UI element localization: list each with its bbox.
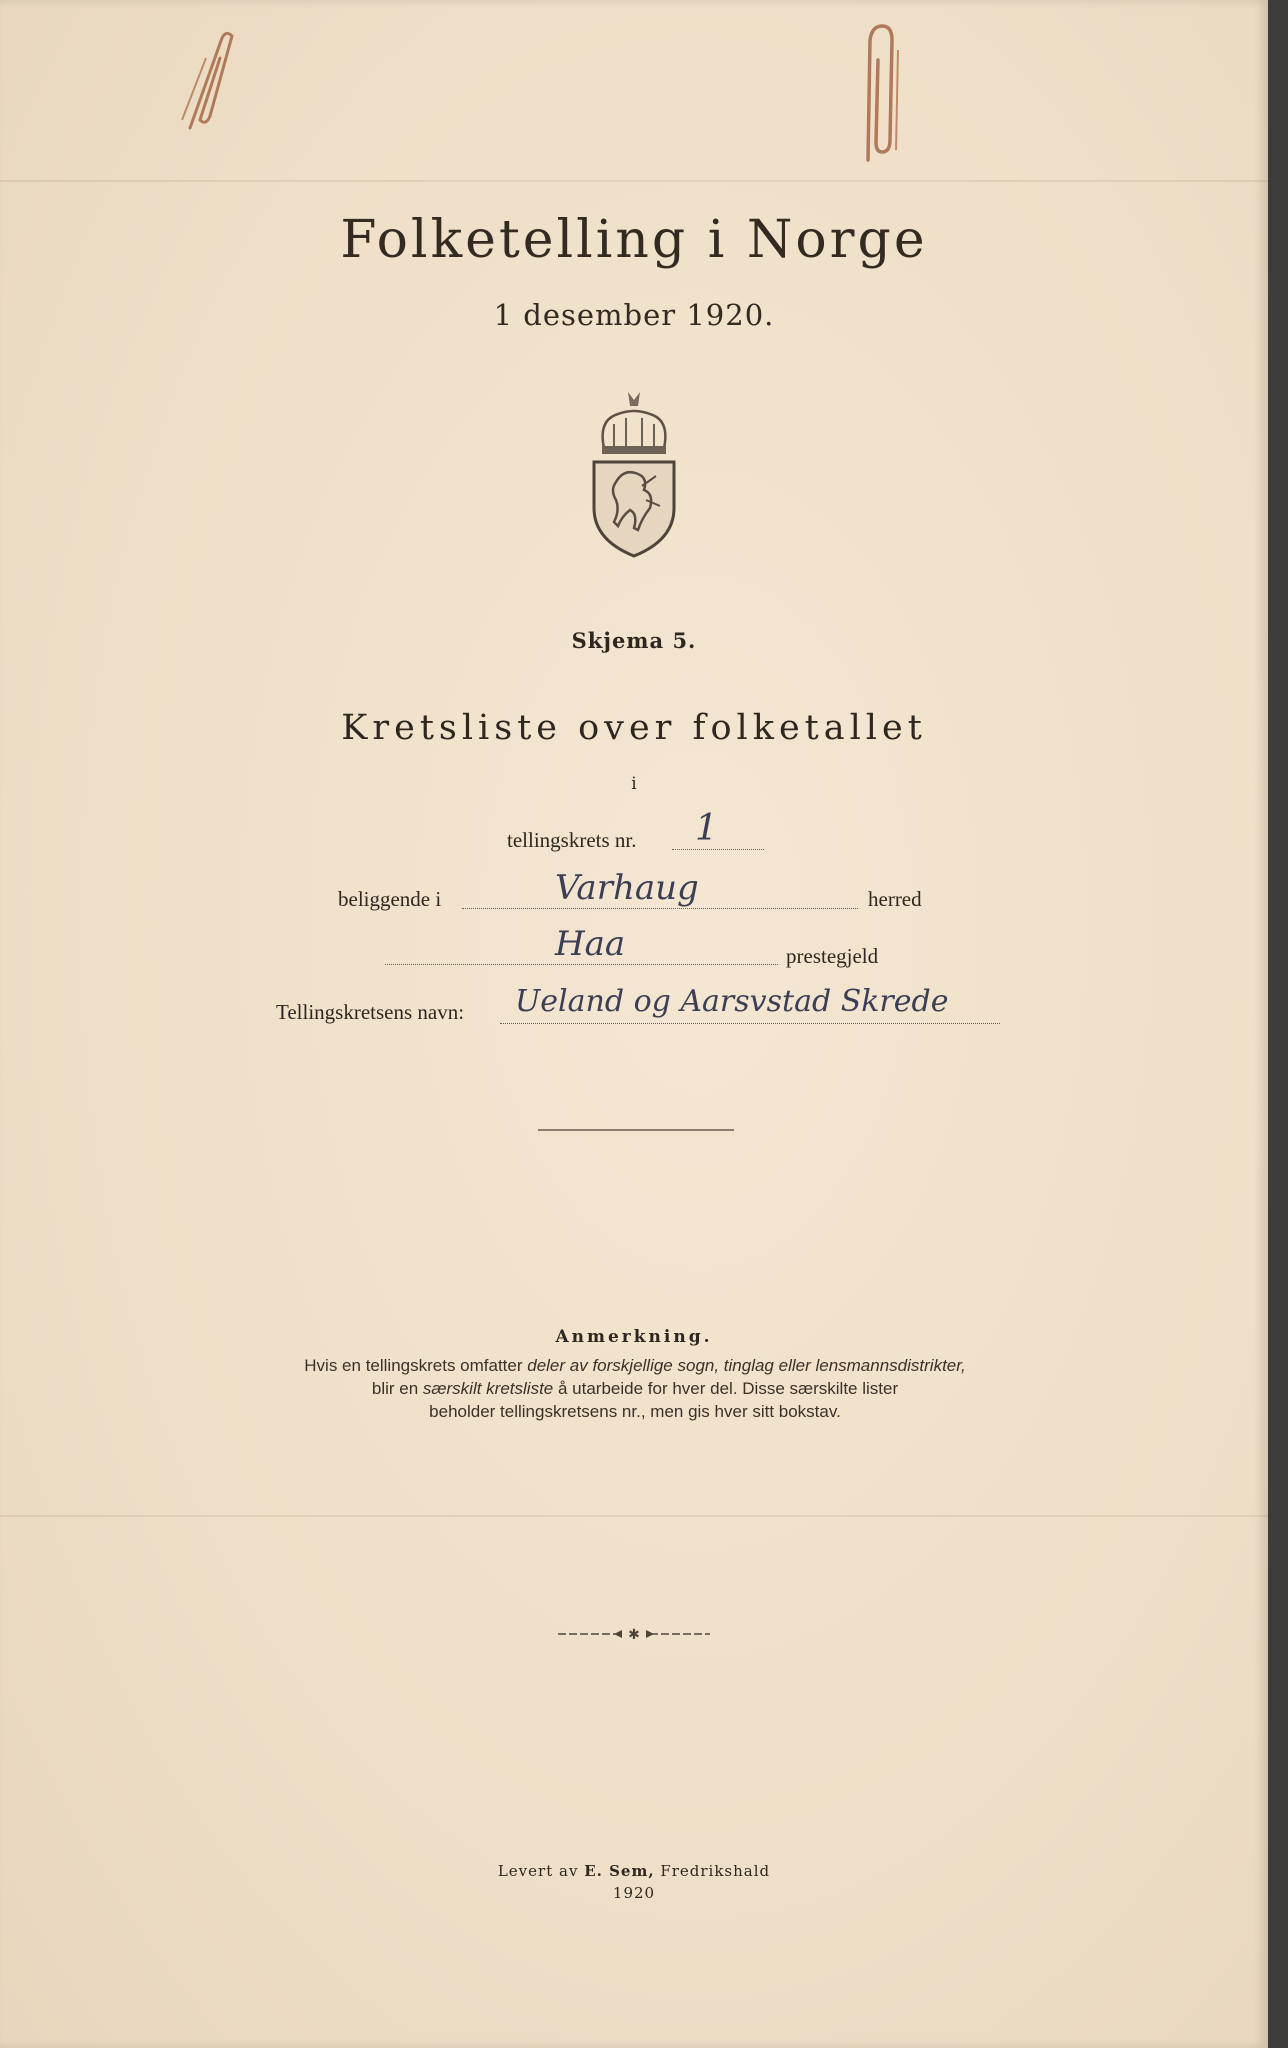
- printer-year: 1920: [612, 1884, 656, 1902]
- prestegjeld-value: Haa: [555, 924, 626, 964]
- beliggende-label: beliggende i: [338, 887, 442, 911]
- census-date: 1 desember 1920.: [493, 298, 775, 332]
- beliggende-line: [462, 908, 858, 909]
- svg-text:✱: ✱: [628, 1627, 640, 1641]
- document-subtitle: Kretsliste over folketallet: [341, 708, 927, 748]
- printer-name: E. Sem,: [584, 1862, 655, 1880]
- printer-prefix: Levert av: [497, 1862, 585, 1880]
- herred-label: herred: [868, 887, 922, 911]
- paperclip-icon: [160, 28, 250, 138]
- note-emphasis: deler av forskjellige sogn, tinglag eller lensmannsdistrikter,: [527, 1356, 966, 1375]
- note-text: blir en: [371, 1379, 423, 1398]
- printer-imprint: [0, 1860, 1268, 1904]
- separator-rule: [538, 1129, 734, 1131]
- schema-label: Skjema 5.: [571, 628, 697, 653]
- krets-number-label: tellingskrets nr.: [507, 828, 637, 852]
- note-title: Anmerkning.: [555, 1327, 713, 1347]
- note-body: [210, 1354, 1060, 1423]
- krets-name-line: [500, 1023, 1000, 1024]
- paper-fold-line: [0, 180, 1268, 182]
- norwegian-coat-of-arms-icon: [588, 390, 680, 560]
- note-line: [210, 1377, 1060, 1400]
- paperclip-icon: [848, 20, 918, 170]
- krets-name-value: Ueland og Aarsvstad Skrede: [515, 984, 949, 1019]
- beliggende-value: Varhaug: [555, 868, 699, 908]
- note-emphasis: særskilt kretsliste: [422, 1379, 554, 1398]
- note-text: Hvis en tellingskrets omfatter: [304, 1356, 528, 1375]
- paper-fold-line: [0, 1515, 1268, 1517]
- krets-number-value: 1: [695, 808, 718, 849]
- document-title: Folketelling i Norge: [340, 210, 928, 270]
- preposition-text: i: [631, 774, 637, 794]
- decorative-ornament-icon: [558, 1627, 710, 1641]
- note-line: [210, 1400, 1060, 1423]
- krets-name-label: Tellingskretsens navn:: [276, 1000, 465, 1024]
- prestegjeld-label: prestegjeld: [786, 944, 879, 968]
- note-text: å utarbeide for hver del. Disse særskilte lister: [553, 1379, 899, 1398]
- note-text: beholder tellingskretsens nr., men gis hver sitt bokstav.: [429, 1402, 841, 1421]
- prestegjeld-line: [385, 964, 778, 965]
- printer-line: [0, 1860, 1268, 1882]
- printer-city: Fredrikshald: [654, 1862, 771, 1880]
- krets-number-line: [672, 849, 764, 850]
- note-line: [210, 1354, 1060, 1377]
